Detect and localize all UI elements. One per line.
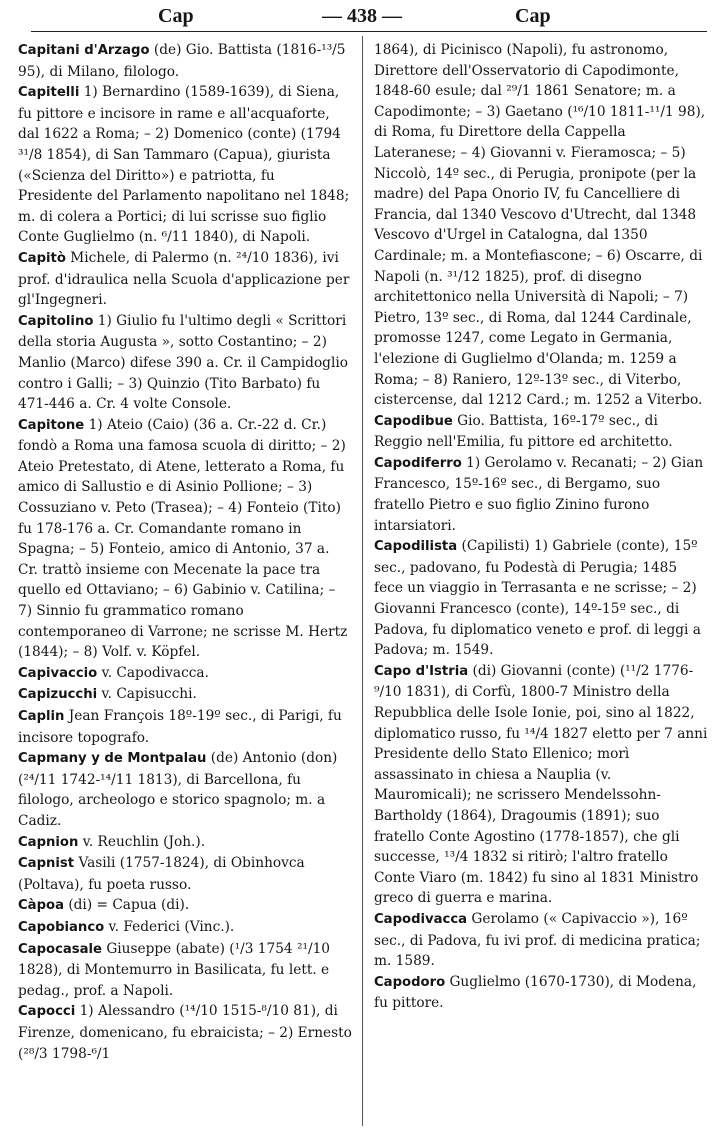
entry-headword: Capo d'Istria bbox=[374, 663, 469, 679]
entry-text: 1) Ateio (Caio) (36 a. Cr.-22 d. Cr.) fondò a Roma una famosa scuola di diritto; – 2) Ateio Pretestato, di Atene, letterato a Roma, fu amico di Sallustio e di Asinio Pollione; – 3) Cossuziano v. Peto (Trasea); – 4) Fonteio (Tito) fu 178-176 a. Cr. Comandante romano in Spagna; – 5) Fonteio, amico di Antonio, 37 a. Cr. trattò insieme con Mecenate la pace tra quello ed Ottaviano; – 6) Gabinio v. Catilina; – 7) Sinnio fu grammatico romano contemporaneo di Varrone; ne scrisse M. Hertz (1844); – 8) Volf. v. Köpfel. bbox=[18, 416, 348, 661]
dictionary-entry bbox=[374, 453, 708, 536]
entry-text: (di) = Capua (di). bbox=[63, 897, 190, 914]
entry-headword: Capizucchi bbox=[18, 687, 98, 703]
dictionary-entry bbox=[18, 853, 352, 895]
entry-headword: Capitolino bbox=[18, 313, 94, 329]
dictionary-entry bbox=[18, 748, 352, 831]
entry-text: Giuseppe (abate) (¹/3 1754 ²¹/10 1828), di Montemurro in Basilicata, fu lett. e pedag., prof. a Napoli. bbox=[18, 940, 330, 999]
entry-text: 1) Gerolamo v. Recanati; – 2) Gian Francesco, 15º-16º sec., di Bergamo, suo fratello Pietro e suo figlio Zinino furono intarsiatori. bbox=[374, 454, 704, 534]
entry-headword: Caplin bbox=[18, 709, 65, 724]
dictionary-entry bbox=[374, 972, 708, 1014]
dictionary-entry bbox=[18, 917, 352, 939]
dictionary-entry bbox=[374, 661, 708, 909]
entry-headword: Capnion bbox=[18, 834, 79, 850]
entry-headword: Capodoro bbox=[374, 974, 446, 990]
entry-headword: Capitò bbox=[18, 250, 66, 266]
entry-headword: Capitelli bbox=[18, 85, 80, 101]
entry-headword: Capobianco bbox=[18, 919, 105, 935]
entry-text: 1) Giulio fu l'ultimo degli « Scrittori della storia Augusta », sotto Costantino; – 2) Manlio (Marco) difese 390 a. Cr. il Campidoglio contro i Galli; – 3) Quinzio (Tito Barbato) fu 471-446 a. Cr. 4 volte Console. bbox=[18, 312, 348, 413]
entry-text: (de) Gio. Battista (1816-¹³/5 95), di Milano, filologo. bbox=[18, 42, 346, 80]
dictionary-entry bbox=[374, 536, 708, 661]
dictionary-entry bbox=[18, 415, 352, 663]
entry-headword: Càpoa bbox=[18, 898, 64, 914]
entry-text: (de) Antonio (don) (²⁴/11 1742-¹⁴/11 1813), di Barcellona, fu filologo, archeologo e storico spagnolo; m. a Cadiz. bbox=[18, 750, 338, 829]
left-column bbox=[18, 40, 352, 1130]
dictionary-entry bbox=[374, 40, 708, 411]
column-divider bbox=[362, 36, 363, 1126]
entry-text: Jean François 18º-19º sec., di Parigi, fu incisore topografo. bbox=[18, 708, 342, 746]
dictionary-entry bbox=[18, 1001, 352, 1064]
entry-text: Gio. Battista, 16º-17º sec., di Reggio nell'Emilia, fu pittore ed architetto. bbox=[374, 412, 673, 451]
entry-text: v. Capodivacca. bbox=[97, 664, 209, 681]
dictionary-entry bbox=[374, 411, 708, 453]
entry-headword: Capodibue bbox=[374, 413, 453, 429]
dictionary-entry bbox=[18, 311, 352, 415]
dictionary-entry bbox=[18, 939, 352, 1002]
page-number: — 438 — bbox=[322, 5, 402, 27]
entry-text: Vasili (1757-1824), di Obinhovca (Poltava), fu poeta russo. bbox=[18, 855, 305, 893]
entry-text: (di) Giovanni (conte) (¹¹/2 1776-⁹/10 1831), di Corfù, 1800-7 Ministro della Repubblica delle Isole Ionie, poi, sino al 1822, diplomatico russo, fu ¹⁴/4 1827 eletto per 7 anni Presidente dello Stato Ellenico; morì assassinato in chiesa a Nauplia (v. Mauromicali); ne scrissero Mendelssohn-Bartholdy (1864), Dragoumis (1891); suo fratello Conte Agostino (1778-1857), che gli successe, ¹³/4 1832 si ritirò; l'altro fratello Conte Viaro (m. 1842) fu sino al 1831 Ministro greco di guerra e marina. bbox=[374, 662, 708, 907]
entry-headword: Capivaccio bbox=[18, 665, 98, 681]
entry-headword: Capnist bbox=[18, 856, 75, 872]
entry-text: v. Reuchlin (Joh.). bbox=[78, 833, 206, 850]
entry-text: Gerolamo (« Capivaccio »), 16º sec., di Padova, fu ivi prof. di medicina pratica; m. 1589. bbox=[374, 910, 701, 970]
dictionary-entry bbox=[18, 895, 352, 917]
dictionary-entry bbox=[18, 706, 352, 748]
entry-headword: Capocasale bbox=[18, 941, 103, 957]
dictionary-entry bbox=[18, 684, 352, 706]
entry-headword: Capodiferro bbox=[374, 455, 462, 471]
entry-headword: Capodivacca bbox=[374, 911, 468, 927]
dictionary-entry bbox=[18, 40, 352, 82]
header-left-word: Cap bbox=[158, 5, 194, 27]
entry-headword: Capitani d'Arzago bbox=[18, 43, 150, 58]
entry-text: Guglielmo (1670-1730), di Modena, fu pittore. bbox=[374, 973, 697, 1012]
entry-text: 1864), di Picinisco (Napoli), fu astronomo, Direttore dell'Osservatorio di Capodimonte, 1848-60 esule; dal ²⁹/1 1861 Senatore; m. a Capodimonte; – 3) Gaetano (¹⁶/10 1811-¹¹/1 98), di Roma, fu Direttore della Cappella Lateranese; – 4) Giovanni v. Fieramosca; – 5) Niccolò, 14º sec., di Perugia, pronipote (per la madre) del Papa Onorio IV, fu Cancelliere di Francia, dal 1340 Vescovo d'Utrecht, dal 1348 Vescovo d'Urgel in Catalogna, dal 1350 Cardinale; m. a Montefiascone; – 6) Oscarre, di Napoli (n. ³¹/12 1825), prof. di disegno architettonico nella Università di Napoli; – 7) Pietro, 13º sec., di Roma, dal 1244 Cardinale, promosse 1247, come Legato in Germania, l'elezione di Guglielmo d'Olanda; m. 1259 a Roma; – 8) Raniero, 12º-13º sec., di Viterbo, cistercense, dal 1212 Card.; m. 1252 a Viterbo. bbox=[374, 42, 706, 409]
entry-text: 1) Bernardino (1589-1639), di Siena, fu pittore e incisore in rame e all'acquaforte, dal 1622 a Roma; – 2) Domenico (conte) (1794 ³¹/8 1854), di San Tammaro (Capua), giurista («Scienza del Diritto») e patriotta, fu Presidente del Parlamento napolitano nel 1848; m. di colera a Portici; di lui scrisse suo figlio Conte Guglielmo (n. ⁶/11 1840), di Napoli. bbox=[18, 84, 350, 246]
entry-text: (Capilisti) 1) Gabriele (conte), 15º sec., padovano, fu Podestà di Perugia; 1485 fece un viaggio in Terrasanta e ne scrisse; – 2) Giovanni Francesco (conte), 14º-15º sec., di Padova, fu diplomatico veneto e prof. di leggi a Padova; m. 1549. bbox=[374, 538, 701, 659]
entry-headword: Capodilista bbox=[374, 539, 458, 555]
entry-headword: Capmany y de Montpalau bbox=[18, 751, 207, 767]
running-header bbox=[0, 4, 718, 30]
entry-headword: Capitone bbox=[18, 417, 85, 433]
dictionary-entry bbox=[18, 832, 352, 854]
dictionary-entry bbox=[18, 82, 352, 248]
entry-text: v. Federici (Vinc.). bbox=[104, 918, 235, 935]
entry-text: 1) Alessandro (¹⁴/10 1515-⁸/10 81), di Firenze, domenicano, fu ebraicista; – 2) Ernesto (²⁸/3 1798-⁶/1 bbox=[18, 1003, 352, 1062]
dictionary-entry bbox=[18, 248, 352, 311]
right-column bbox=[374, 40, 708, 1130]
header-rule bbox=[31, 31, 707, 32]
entry-text: Michele, di Palermo (n. ²⁴/10 1836), ivi prof. d'idraulica nella Scuola d'applicazione per gl'Ingegneri. bbox=[18, 249, 350, 309]
header-right-word: Cap bbox=[515, 5, 551, 27]
entry-text: v. Capisucchi. bbox=[97, 686, 197, 703]
dictionary-entry bbox=[18, 663, 352, 685]
dictionary-entry bbox=[374, 909, 708, 972]
entry-headword: Capocci bbox=[18, 1004, 76, 1020]
